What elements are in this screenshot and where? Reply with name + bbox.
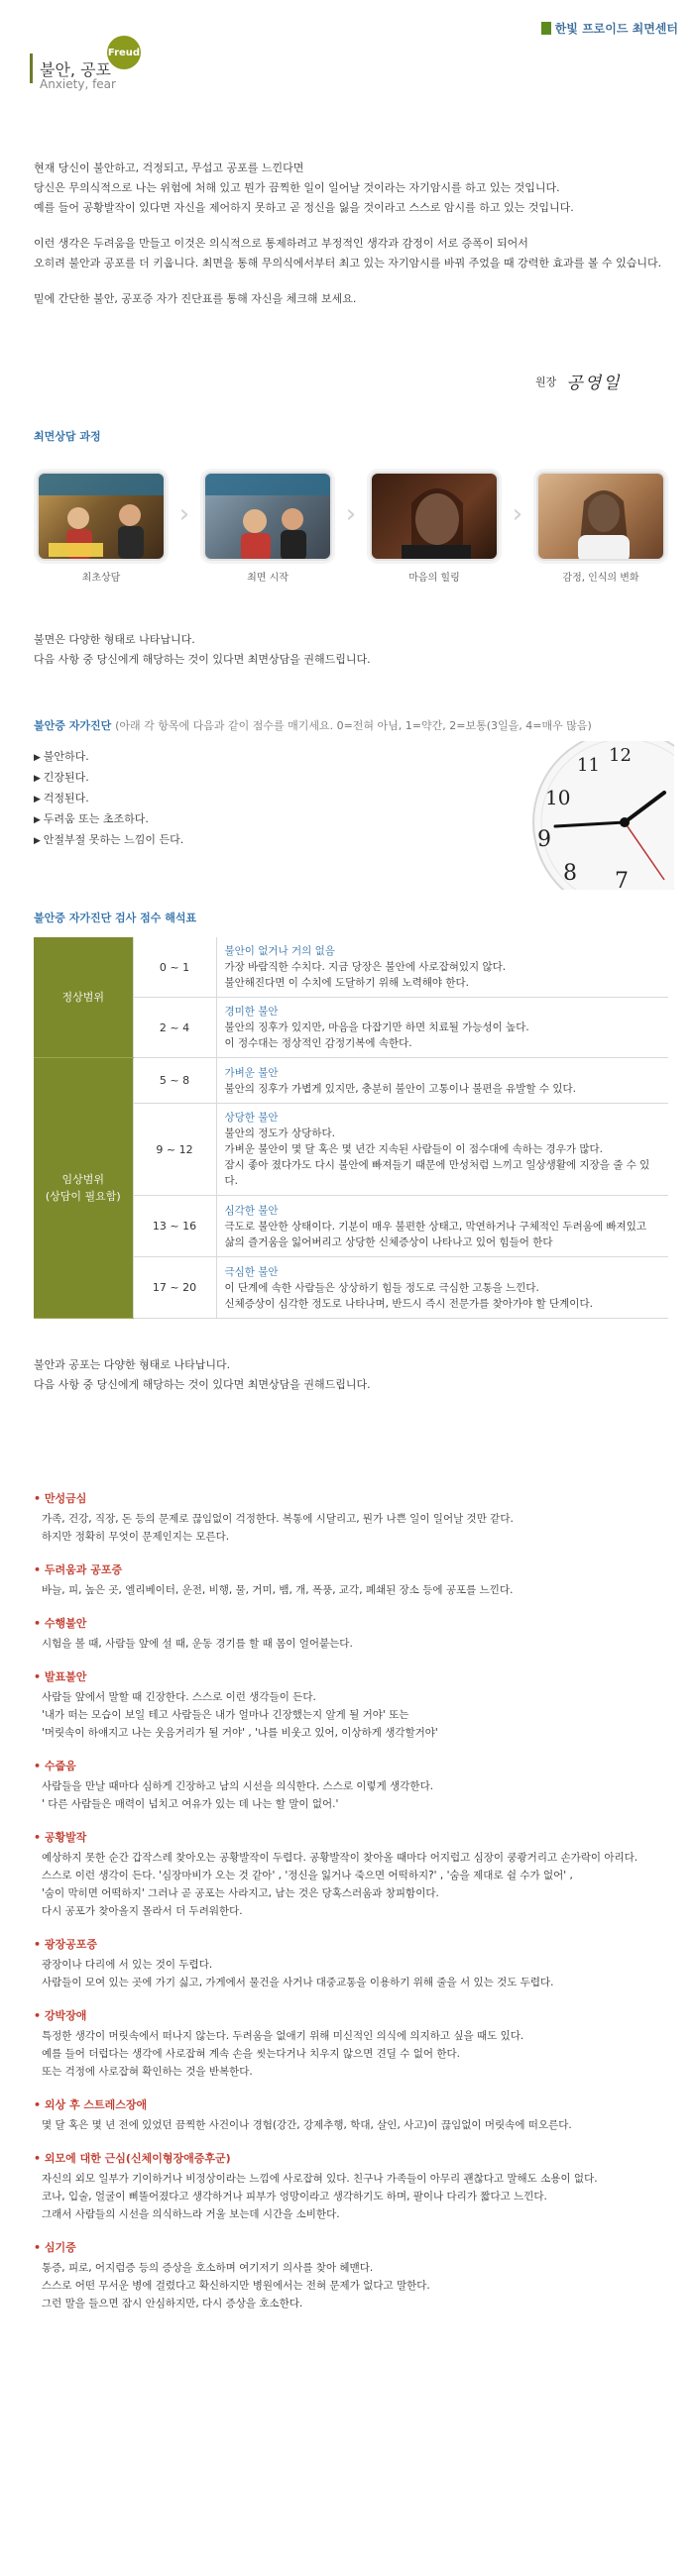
selfcheck-item: ▶ 불안하다.: [34, 747, 183, 768]
selfcheck-item: ▶ 긴장된다.: [34, 768, 183, 789]
brand-mark-icon: [541, 22, 551, 35]
intro-line: 현재 당신이 불안하고, 걱정되고, 무섭고 공포를 느낀다면: [34, 161, 304, 174]
chevron-right-icon: ›: [178, 499, 190, 529]
healing-photo: [370, 472, 499, 561]
desc-cell: [216, 1058, 668, 1104]
desc-line: 불안의 정도가 상당하다.: [224, 1127, 335, 1139]
intro-text: [34, 159, 668, 325]
selfcheck-note: (아래 각 항목에 다음과 같이 점수를 매기세요. 0=전혀 아님, 1=약간, 2=보통(3일을, 4=매우 많음): [115, 719, 592, 732]
consultation-photo: [37, 472, 166, 561]
issue-line: 사람들이 모여 있는 곳에 가기 싫고, 가게에서 물건을 사거나 대중교통을 이용하기 위해 줄을 서 있는 것도 두렵다.: [42, 1977, 554, 1988]
level-label: 극심한 불안: [224, 1265, 279, 1278]
brand-name: 한빛 프로이드 최면센터: [554, 22, 678, 36]
list-item: [34, 1668, 668, 1742]
desc-cell: [216, 1104, 668, 1196]
intro-paragraph-3: [34, 289, 668, 309]
score-cell: 5 ~ 8: [133, 1058, 216, 1104]
desc-line: 이 정수대는 정상적인 감정기복에 속한다.: [224, 1037, 412, 1049]
freud-badge: Freud: [107, 36, 141, 69]
issue-title: • 만성금심: [34, 1490, 668, 1506]
selfcheck-item: ▶ 걱정된다.: [34, 789, 183, 809]
clock-numeral: 11: [577, 755, 600, 776]
step-caption: 최면 시작: [247, 573, 289, 584]
step-caption: 최초상담: [81, 573, 121, 584]
issue-body: [34, 1849, 668, 1920]
selfcheck-list: [34, 747, 183, 851]
step-caption: 마음의 힐링: [408, 573, 460, 584]
issue-line: 바늘, 피, 높은 곳, 엘리베이터, 운전, 비행, 물, 거미, 뱀, 개, 폭풍, 교각, 폐쇄된 장소 등에 공포를 느낀다.: [42, 1584, 514, 1596]
level-label: 경미한 불안: [224, 1006, 279, 1018]
issue-body: [34, 2170, 668, 2223]
issue-title: • 외모에 대한 근심(신체이형장애증후군): [34, 2150, 668, 2166]
desc-line: 잠시 좋아 졌다가도 다시 불안에 빠져들기 때문에 만성처럼 느끼고 일상생활에 지장을 줄 수 있다.: [224, 1159, 650, 1187]
level-label: 불안이 없거나 거의 없음: [224, 945, 335, 957]
intro-line: 예를 들어 공황발작이 있다면 자신을 제어하지 못하고 곧 정신을 잃을 것이라고 스스로 암시를 하고 있는 것입니다.: [34, 201, 574, 214]
desc-line: 이 단계에 속한 사람들은 상상하기 힘들 정도로 극심한 고통을 느낀다.: [224, 1281, 539, 1294]
issue-title: • 수줍음: [34, 1758, 668, 1773]
issue-line: 스스로 어떤 무서운 병에 걸렸다고 확신하지만 병원에서는 전혀 문제가 없다고 말한다.: [42, 2280, 430, 2292]
notice-line: 다음 사항 중 당신에게 해당하는 것이 있다면 최면상담을 권해드립니다.: [34, 653, 371, 666]
issue-line: 하지만 정확히 무엇이 문제인지는 모른다.: [42, 1531, 230, 1543]
desc-cell: [216, 1257, 668, 1319]
list-item: [34, 1829, 668, 1920]
hypnosis-start-illustration: [205, 474, 332, 561]
selfcheck-item: ▶ 두려움 또는 초조하다.: [34, 809, 183, 830]
issue-body: [34, 1510, 668, 1546]
score-cell: 2 ~ 4: [133, 998, 216, 1058]
process-step-3: [367, 472, 502, 584]
issue-body: [34, 2259, 668, 2312]
chevron-right-icon: ›: [345, 499, 357, 529]
issue-line: '내가 떠는 모습이 보일 테고 사람들은 내가 얼마나 긴장했는지 알게 될 거야' 또는: [42, 1709, 409, 1721]
issue-body: [34, 1777, 668, 1813]
list-item: [34, 2007, 668, 2081]
range-clinical: 임상범위 (상담이 필요함): [34, 1058, 133, 1319]
process-steps: [34, 472, 668, 584]
desc-line: 가벼운 불안이 몇 달 혹은 몇 년간 지속된 사람들이 이 점수대에 속하는 경우가 많다.: [224, 1143, 603, 1155]
score-cell: 9 ~ 12: [133, 1104, 216, 1196]
director-signature: [535, 369, 622, 393]
issue-body: [34, 1635, 668, 1653]
issue-line: 통증, 피로, 어지럼증 등의 증상을 호소하며 여기저기 의사를 찾아 헤맨다.: [42, 2262, 374, 2274]
intro-paragraph-2: [34, 234, 668, 273]
issue-title: • 광장공포증: [34, 1936, 668, 1952]
clock-center: [620, 817, 630, 827]
desc-line: 불안의 징후가 가볍게 있지만, 충분히 불안이 고통이나 불편을 유발할 수 있다.: [224, 1082, 576, 1095]
notice-line: 다음 사항 중 당신에게 해당하는 것이 있다면 최면상담을 권해드립니다.: [34, 1378, 371, 1391]
issue-line: 예를 들어 더럽다는 생각에 사로잡혀 계속 손을 씻는다거나 치우지 않으면 견딜 수 없어 한다.: [42, 2048, 461, 2060]
range-normal: 정상범위: [34, 937, 133, 1058]
consultation-illustration: [39, 474, 166, 561]
page-subtitle: Anxiety, fear: [40, 77, 116, 91]
issue-line: 예상하지 못한 순간 갑작스레 찾아오는 공황발작이 두렵다. 공황발작이 찾아올 때마다 어지럽고 심장이 쿵쾅거리고 손가락이 아리다.: [42, 1852, 638, 1864]
intro-line: 이런 생각은 두려움을 만들고 이것은 의식적으로 통제하려고 부정적인 생각과 감정이 서로 증폭이 되어서: [34, 237, 528, 250]
score-table-title: 불안증 자가진단 검사 점수 해석표: [34, 912, 197, 924]
score-cell: 17 ~ 20: [133, 1257, 216, 1319]
issue-title: • 심기증: [34, 2239, 668, 2255]
intro-line: 밑에 간단한 불안, 공포증 자가 진단표를 통해 자신을 체크해 보세요.: [34, 292, 357, 305]
score-cell: 0 ~ 1: [133, 937, 216, 998]
process-step-1: [34, 472, 169, 584]
issue-title: • 발표불안: [34, 1668, 668, 1684]
signature-name: 공영일: [566, 374, 622, 393]
list-item: [34, 2150, 668, 2223]
desc-line: 가장 바람직한 수치다. 지금 당장은 불안에 사로잡혀있지 않다.: [224, 961, 507, 973]
issue-line: 또는 걱정에 사로잡혀 확인하는 것을 반복한다.: [42, 2066, 253, 2078]
issue-line: 사람들 앞에서 말할 때 긴장한다. 스스로 이런 생각들이 든다.: [42, 1691, 316, 1703]
list-item: [34, 1758, 668, 1813]
notice-line: 불면은 다양한 형태로 나타납니다.: [34, 633, 195, 646]
selfcheck-item: ▶ 안절부절 못하는 느낌이 든다.: [34, 830, 183, 851]
issue-line: 자신의 외모 일부가 기이하거나 비정상이라는 느낌에 사로잡혀 있다. 친구나 가족들이 아무리 괜찮다고 말해도 소용이 없다.: [42, 2173, 598, 2185]
list-item: [34, 2096, 668, 2134]
hypnosis-start-photo: [203, 472, 332, 561]
level-label: 심각한 불안: [224, 1204, 279, 1217]
list-item: [34, 2239, 668, 2312]
step-caption: 감정, 인식의 변화: [562, 573, 639, 584]
list-item: [34, 1561, 668, 1599]
issue-line: 스스로 이런 생각이 든다. '심장마비가 오는 것 같아' , '정신을 잃거나 죽으면 어떡하지?' , '숨을 제대로 쉴 수가 없어' ,: [42, 1870, 573, 1881]
issue-line: 사람들을 만날 때마다 심하게 긴장하고 남의 시선을 의식한다. 스스로 이렇게 생각한다.: [42, 1780, 434, 1792]
process-step-2: [200, 472, 335, 584]
issue-body: [34, 1956, 668, 1991]
issue-body: [34, 1581, 668, 1599]
list-item: [34, 1615, 668, 1653]
desc-cell: [216, 1196, 668, 1257]
desc-cell: [216, 998, 668, 1058]
issue-line: 가족, 건강, 직장, 돈 등의 문제로 끊임없이 걱정한다. 복통에 시달리고, 뭔가 나쁜 일이 일어날 것만 같다.: [42, 1513, 514, 1525]
level-label: 상당한 불안: [224, 1112, 279, 1124]
issue-body: [34, 2116, 668, 2134]
signature-role: 원장: [535, 375, 557, 388]
issue-line: ' 다른 사람들은 매력이 넘치고 여유가 있는 데 나는 할 말이 없어.': [42, 1798, 339, 1810]
selfcheck-title: [34, 717, 592, 733]
issue-line: '숨이 막히면 어떡하지' 그러나 곧 공포는 사라지고, 남는 것은 당혹스러움과 창피함이다.: [42, 1887, 439, 1899]
issue-line: 그래서 사람들의 시선을 의식하느라 거울 보는데 시간을 소비한다.: [42, 2208, 340, 2220]
desc-cell: [216, 937, 668, 998]
issue-title: • 두려움과 공포증: [34, 1561, 668, 1577]
change-photo: [536, 472, 665, 561]
clock-numeral: 10: [545, 786, 571, 809]
desc-line: 불안해진다면 이 수치에 도달하기 위해 노력해야 한다.: [224, 977, 470, 989]
level-label: 가벼운 불안: [224, 1066, 279, 1079]
list-item: [34, 1936, 668, 1991]
issue-line: 그런 말을 들으면 잠시 안심하지만, 다시 증상을 호소한다.: [42, 2298, 303, 2309]
issue-body: [34, 1688, 668, 1742]
clock-numeral: 9: [537, 827, 551, 852]
desc-line: 불안의 징후가 있지만, 마음을 다잡기만 하면 치료될 가능성이 높다.: [224, 1021, 529, 1033]
header-accent-bar: [30, 54, 33, 83]
change-illustration: [538, 474, 665, 561]
issue-line: 다시 공포가 찾아올지 몰라서 더 두려워한다.: [42, 1905, 243, 1917]
process-title: 최면상담 과정: [34, 430, 101, 443]
clock-numeral: 8: [563, 861, 577, 886]
notice-line: 불안과 공포는 다양한 형태로 나타납니다.: [34, 1358, 231, 1371]
issue-body: [34, 2027, 668, 2081]
score-table: [34, 937, 668, 1319]
brand-logo[interactable]: [541, 20, 678, 37]
table-row: [34, 937, 668, 998]
clock-illustration: [516, 741, 674, 890]
desc-line: 극도로 불안한 상태이다. 기분이 매우 불편한 상태고, 막연하거나 구체적인 두려움에 빠져있고: [224, 1220, 646, 1233]
issue-line: 특정한 생각이 머릿속에서 떠나지 않는다. 두려움을 없애기 위해 미신적인 의식에 의지하고 싶을 때도 있다.: [42, 2030, 524, 2042]
intro-paragraph-1: [34, 159, 668, 218]
issue-title: • 수행불안: [34, 1615, 668, 1631]
desc-line: 삶의 즐거움을 잃어버리고 상당한 신체증상이 나타나고 있어 힘들어 한다: [224, 1235, 553, 1248]
score-cell: 13 ~ 16: [133, 1196, 216, 1257]
chevron-right-icon: ›: [512, 499, 523, 529]
issue-title: • 강박장애: [34, 2007, 668, 2023]
healing-illustration: [372, 474, 499, 561]
notice-text-1: [34, 630, 371, 670]
clock-numeral: 7: [615, 869, 629, 890]
issue-line: 코나, 입술, 얼굴이 삐뚤어졌다고 생각하거나 피부가 엉망이라고 생각하기도 하며, 팔이나 다리가 짧다고 느낀다.: [42, 2191, 547, 2202]
anxiety-types-list: [34, 1490, 668, 2328]
selfcheck-title-text: 불안증 자가진단: [34, 719, 112, 732]
issue-title: • 외상 후 스트레스장애: [34, 2096, 668, 2112]
issue-line: '머릿속이 하얘지고 나는 웃음거리가 될 거야' , '나를 비웃고 있어, 이상하게 생각할거야': [42, 1727, 438, 1739]
intro-line: 오히려 불안과 공포를 더 키웁니다. 최면을 통해 무의식에서부터 최고 있는 자기암시를 바꿔 주었을 때 강력한 효과를 볼 수 있습니다.: [34, 257, 662, 269]
list-item: [34, 1490, 668, 1546]
issue-line: 몇 달 혹은 몇 년 전에 있었던 끔찍한 사건이나 경험(강간, 강제추행, 학대, 살인, 사고)이 끊임없이 머릿속에 떠오른다.: [42, 2119, 572, 2131]
desc-line: 신체증상이 심각한 정도로 나타나며, 반드시 즉시 전문가를 찾아가야 할 단계이다.: [224, 1297, 593, 1310]
issue-line: 광장이나 다리에 서 있는 것이 두렵다.: [42, 1959, 213, 1971]
process-step-4: [533, 472, 668, 584]
issue-title: • 공황발작: [34, 1829, 668, 1845]
issue-line: 시험을 볼 때, 사람들 앞에 설 때, 운동 경기를 할 때 몸이 얼어붙는다.: [42, 1638, 353, 1650]
table-row: [34, 1058, 668, 1104]
intro-line: 당신은 무의식적으로 나는 위험에 처해 있고 뭔가 끔찍한 일이 일어날 것이라는 자기암시를 하고 있는 것입니다.: [34, 181, 560, 194]
clock-numeral: 12: [609, 745, 632, 766]
page-title: 불안, 공포: [40, 60, 111, 79]
notice-text-2: [34, 1355, 371, 1395]
